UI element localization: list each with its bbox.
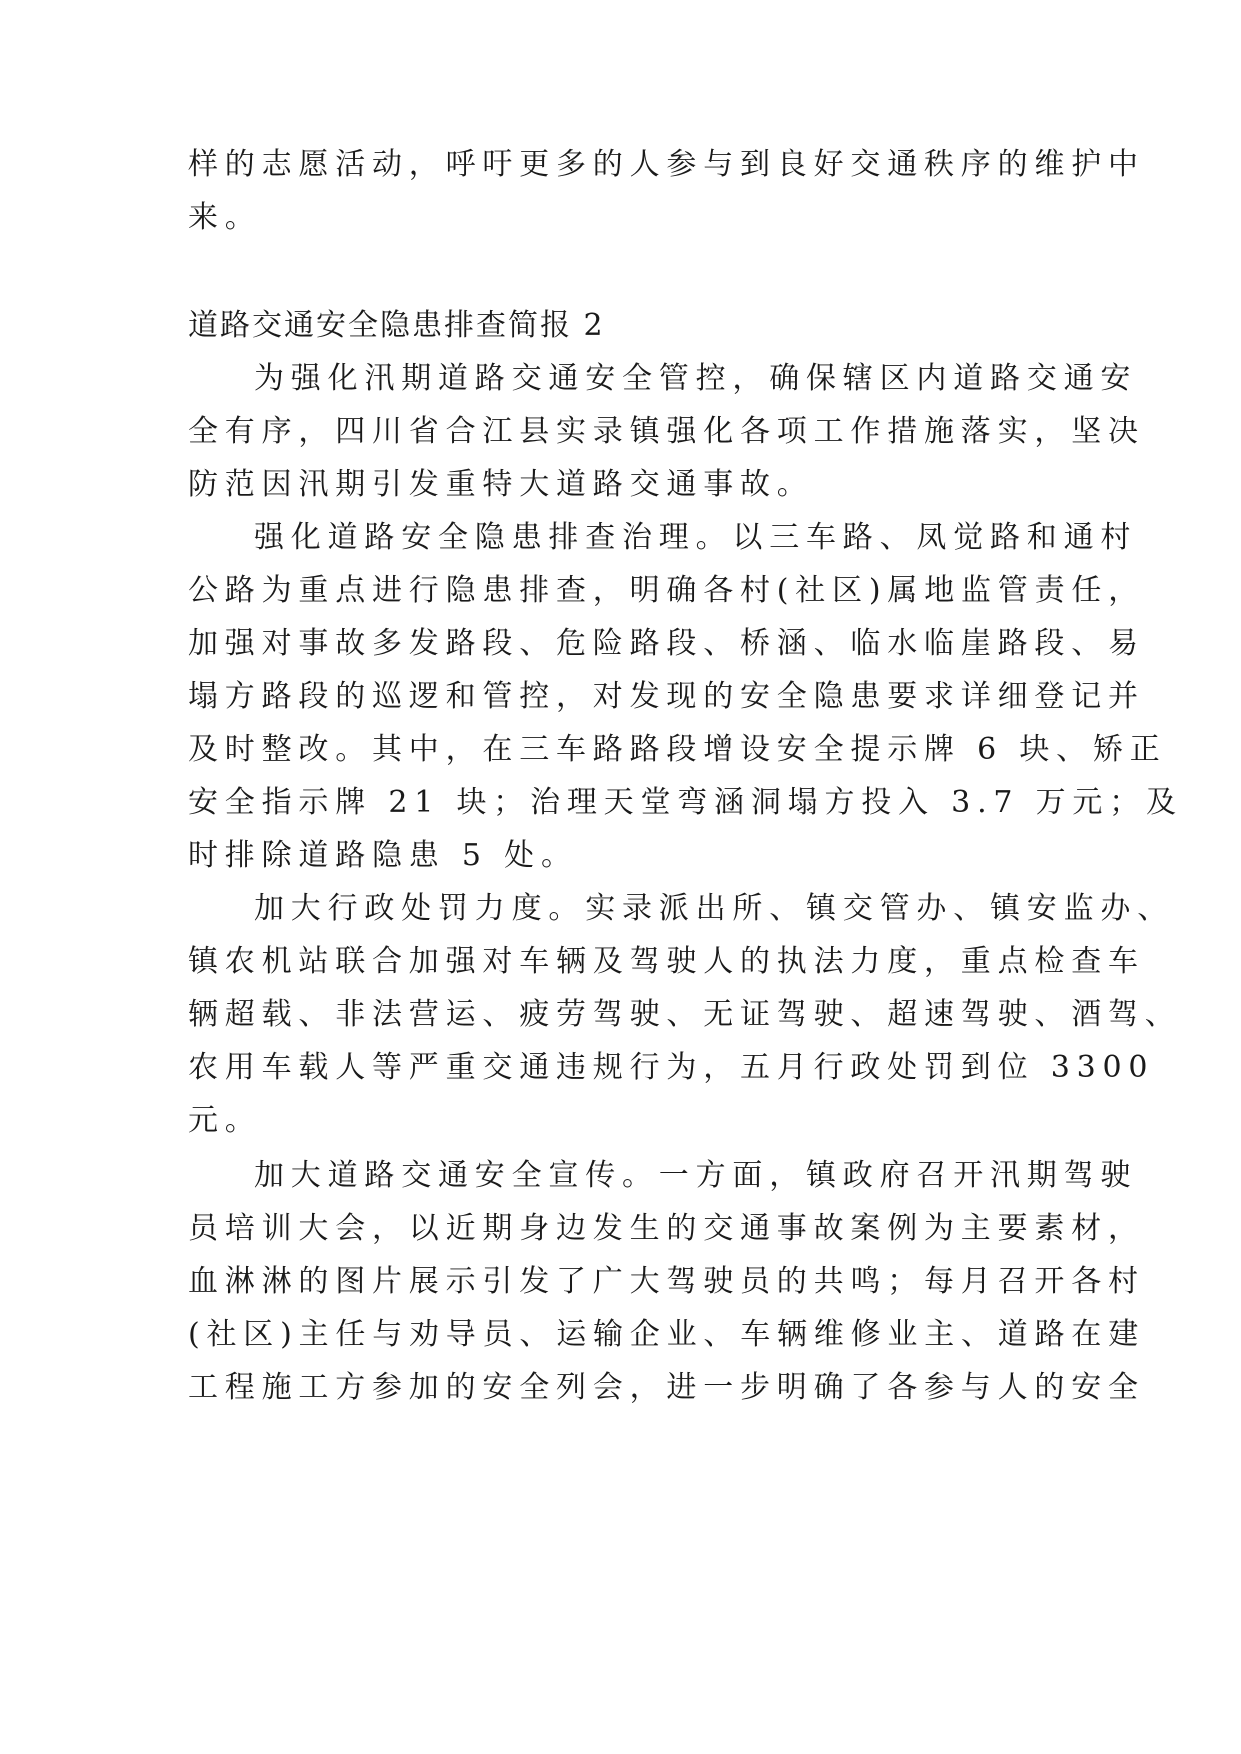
body-line: 样的志愿活动，呼吁更多的人参与到良好交通秩序的维护中: [188, 147, 1145, 182]
body-line: 元。: [188, 1103, 262, 1138]
paragraph-first-line: 加大道路交通安全宣传。一方面，镇政府召开汛期驾驶: [254, 1158, 1138, 1193]
body-line: 时排除道路隐患 5 处。: [188, 838, 578, 873]
body-line: (社区)主任与劝导员、运输企业、车辆维修业主、道路在建: [188, 1317, 1146, 1352]
body-line: 工程施工方参加的安全列会，进一步明确了各参与人的安全: [188, 1370, 1145, 1405]
body-line: 公路为重点进行隐患排查，明确各村(社区)属地监管责任，: [188, 573, 1146, 608]
body-line: 安全指示牌 21 块；治理天堂弯涵洞塌方投入 3.7 万元；及: [188, 785, 1183, 820]
body-line: 加强对事故多发路段、危险路段、桥涵、临水临崖路段、易: [188, 626, 1145, 661]
paragraph-first-line: 加大行政处罚力度。实录派出所、镇交管办、镇安监办、: [254, 891, 1174, 926]
body-line: 全有序，四川省合江县实录镇强化各项工作措施落实，坚决: [188, 414, 1145, 449]
body-line: 血淋淋的图片展示引发了广大驾驶员的共鸣；每月召开各村: [188, 1264, 1145, 1299]
body-line: 农用车载人等严重交通违规行为，五月行政处罚到位 3300: [188, 1050, 1155, 1085]
body-line: 及时整改。其中，在三车路路段增设安全提示牌 6 块、矫正: [188, 732, 1167, 767]
paragraph-first-line: 强化道路安全隐患排查治理。以三车路、凤觉路和通村: [254, 520, 1138, 555]
body-line: 防范因汛期引发重特大道路交通事故。: [188, 467, 814, 502]
body-line: 员培训大会，以近期身边发生的交通事故案例为主要素材，: [188, 1211, 1145, 1246]
body-line: 辆超载、非法营运、疲劳驾驶、无证驾驶、超速驾驶、酒驾、: [188, 997, 1182, 1032]
body-line: 来。: [188, 200, 262, 235]
section-heading: 道路交通安全隐患排查简报 2: [188, 308, 605, 343]
body-line: 镇农机站联合加强对车辆及驾驶人的执法力度，重点检查车: [188, 944, 1145, 979]
body-line: 塌方路段的巡逻和管控，对发现的安全隐患要求详细登记并: [188, 679, 1145, 714]
paragraph-first-line: 为强化汛期道路交通安全管控，确保辖区内道路交通安: [254, 361, 1138, 396]
